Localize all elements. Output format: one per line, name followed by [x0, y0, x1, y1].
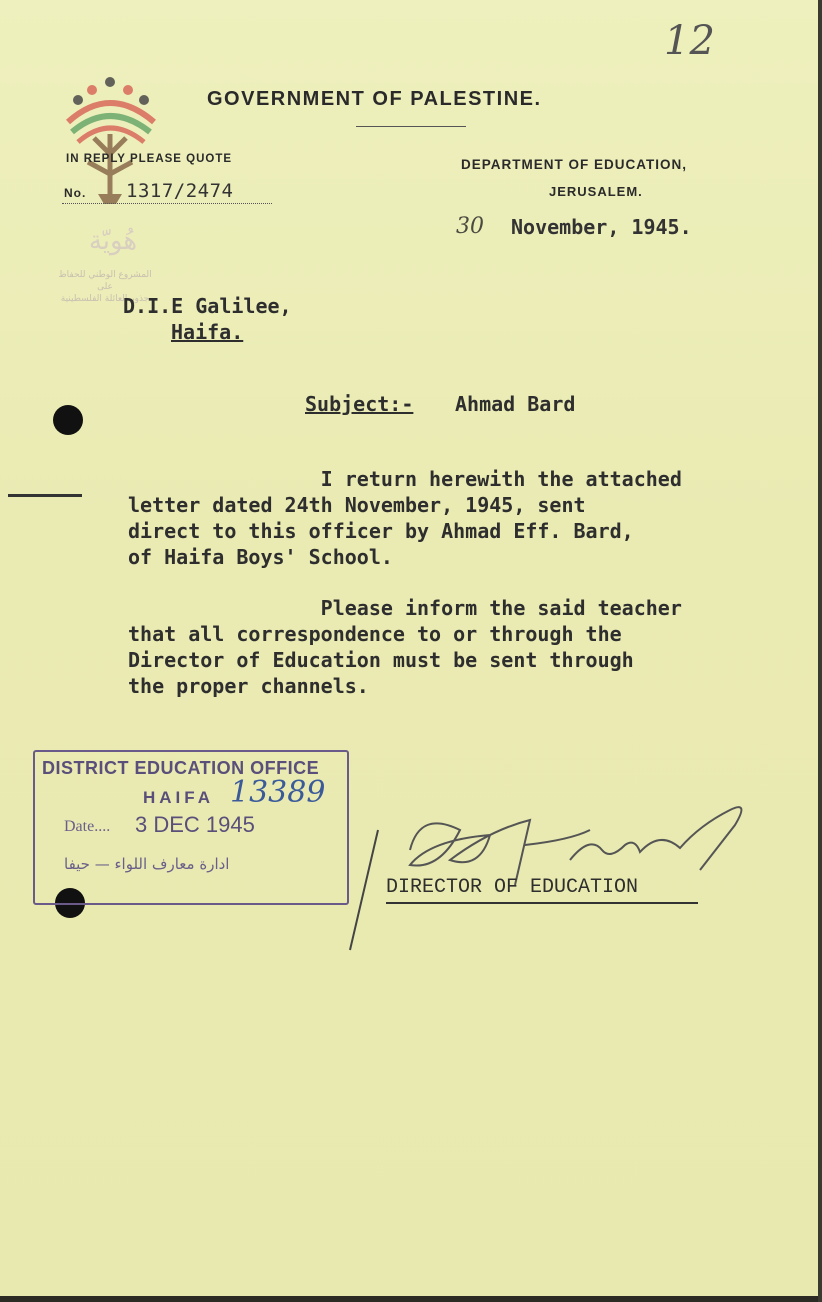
watermark-arabic-title: هُويّة: [88, 226, 138, 256]
punch-hole-top: [53, 405, 83, 435]
stamp-date: 3 DEC 1945: [135, 812, 255, 837]
government-heading: GOVERNMENT OF PALESTINE.: [207, 88, 542, 110]
reply-quote-label: IN REPLY PLEASE QUOTE: [66, 153, 233, 165]
body-paragraph-2: Please inform the said teacher that all correspondence to or through the Director of Education must be sent through the proper channels.: [128, 596, 682, 698]
heading-rule: [356, 126, 466, 127]
reference-label: No.: [64, 186, 87, 200]
scan-edge-right: [818, 0, 822, 1302]
department-name: DEPARTMENT OF EDUCATION,: [461, 157, 687, 172]
subject-label: Subject:-: [305, 392, 414, 416]
stamp-title: DISTRICT EDUCATION OFFICE: [42, 758, 320, 778]
stamp-city: HAIFA: [143, 788, 214, 807]
date-typed: November, 1945.: [511, 215, 692, 239]
scan-edge-bottom: [0, 1296, 822, 1302]
watermark-caption-line-2: جذور العائلة الفلسطينية: [60, 294, 150, 304]
director-signature: [340, 790, 760, 960]
director-title: DIRECTOR OF EDUCATION: [386, 876, 639, 899]
addressee-name: D.I.E Galilee,: [123, 294, 292, 318]
subject-name: Ahmad Bard: [455, 392, 576, 416]
director-title-rule: [386, 902, 698, 904]
folio-number: 12: [664, 18, 715, 64]
stamp-arabic-text: ادارة معارف اللواء — حيفا: [64, 855, 230, 873]
stamp-date-label: Date....: [64, 818, 111, 835]
stamp-serial-number: 13389: [230, 775, 326, 810]
watermark-caption-line-1: المشروع الوطني للحفاظ على: [58, 270, 152, 292]
department-city: JERUSALEM.: [549, 184, 643, 199]
date-day-handwritten: 30: [456, 214, 484, 239]
body-paragraph-1: I return herewith the attached letter dated 24th November, 1945, sent direct to this officer by Ahmad Eff. Bard, of Haifa Boys' School.: [128, 467, 682, 569]
reference-number: 1317/2474: [126, 180, 234, 202]
addressee-city: Haifa.: [171, 320, 244, 344]
reference-rule: [62, 203, 272, 204]
fold-mark: [8, 494, 82, 497]
